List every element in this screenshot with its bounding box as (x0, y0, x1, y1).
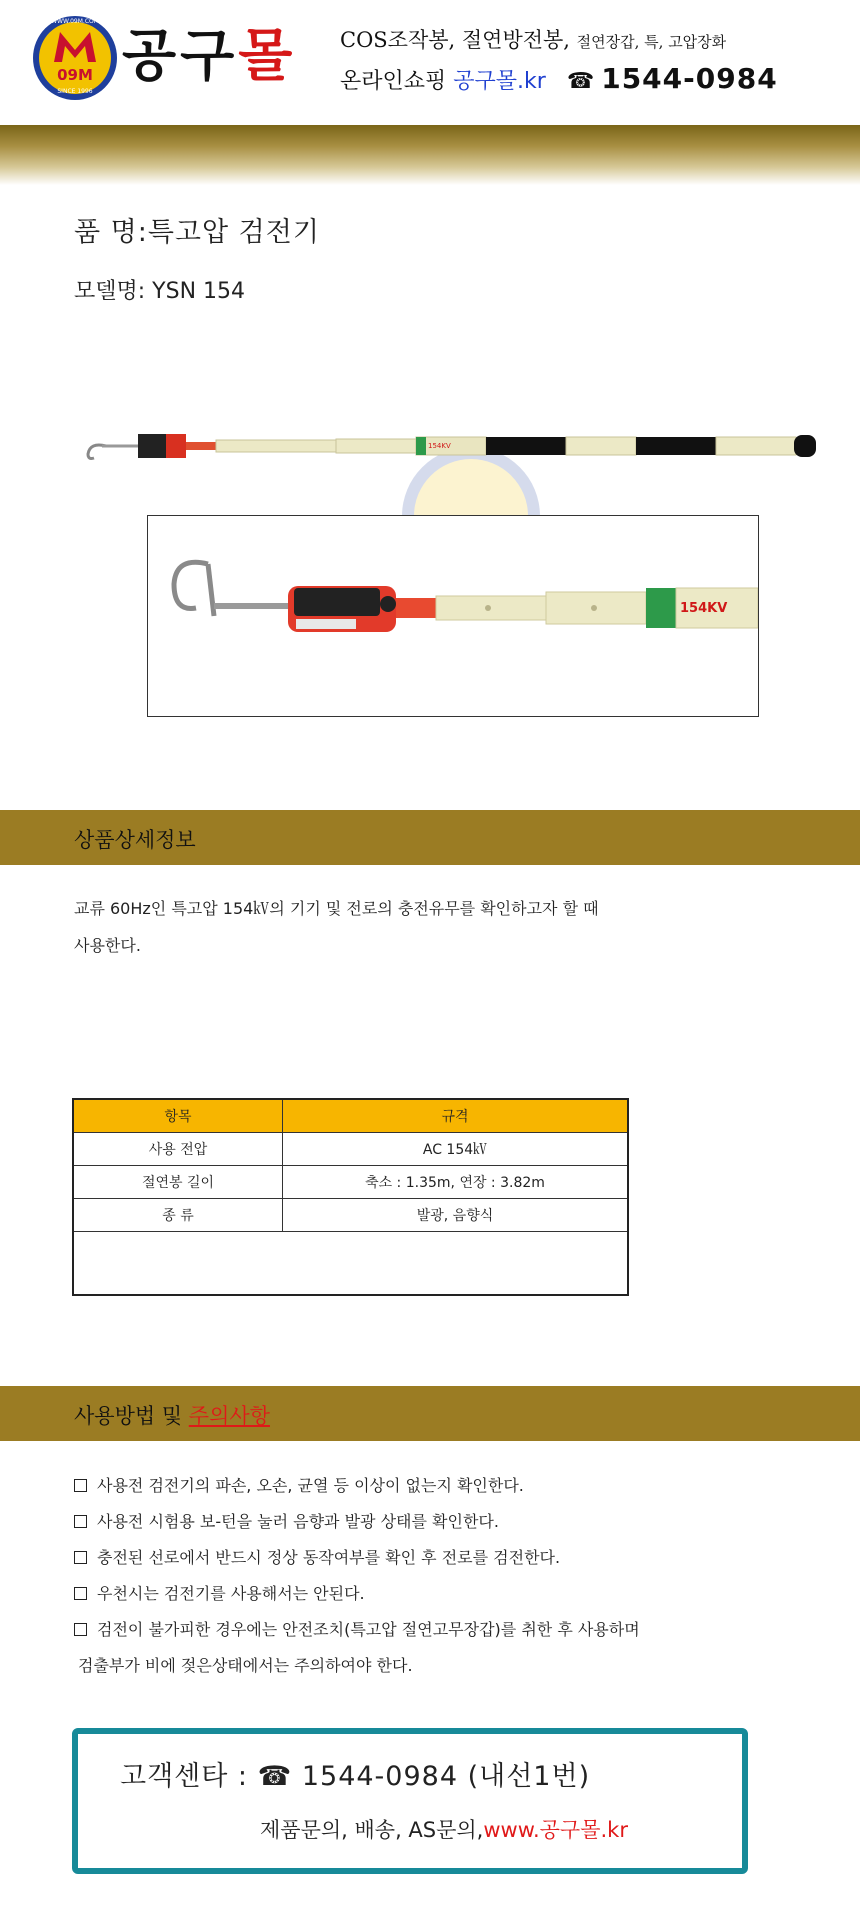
logo-url-text: WWW.09M.COM (51, 18, 99, 25)
section-title-caution: 주의사항 (188, 1404, 270, 1428)
customer-center-label: 고객센타 : (120, 1761, 249, 1792)
spec-cell-label: 종 류 (73, 1199, 283, 1232)
table-row (73, 1166, 628, 1199)
product-name: 품 명:특고압 검전기 (74, 217, 320, 248)
brand-name-part1: 공구 (122, 24, 239, 89)
spec-cell-value: 축소 : 1.35m, 연장 : 3.82m (283, 1166, 629, 1199)
tagline-main: COS조작봉, 절연방전봉, (340, 28, 570, 52)
list-item (74, 1504, 640, 1540)
note-continuation: 검출부가 비에 젖은상태에서는 주의하여야 한다. (78, 1656, 413, 1675)
services-text: 제품문의, 배송, AS문의, (260, 1818, 484, 1842)
note-text: 충전된 선로에서 반드시 정상 동작여부를 확인 후 전로를 검전한다. (97, 1548, 561, 1567)
site-link[interactable]: www.공구몰.kr (483, 1818, 628, 1842)
section-title-usage (74, 1400, 270, 1430)
customer-center-services (260, 1814, 628, 1844)
list-item (74, 1576, 640, 1612)
usage-notes (74, 1468, 640, 1684)
spec-cell-value: 발광, 음향식 (283, 1199, 629, 1232)
table-row-empty (73, 1232, 628, 1296)
section-header-details (0, 810, 860, 865)
brand-name[interactable] (122, 12, 296, 92)
list-item (74, 1540, 640, 1576)
note-text: 검전이 불가피한 경우에는 안전조치(특고압 절연고무장갑)를 취한 후 사용하며 (97, 1620, 640, 1639)
phone-icon: ☎ (566, 69, 595, 94)
table-row (73, 1199, 628, 1232)
brand-logo[interactable] (33, 16, 117, 100)
section-title-details: 상품상세정보 (74, 828, 196, 852)
list-item (74, 1612, 640, 1648)
product-detail-graphic (148, 516, 758, 716)
checkbox-square-icon (74, 1479, 87, 1492)
shop-site-link[interactable]: 공구몰.kr (453, 69, 546, 94)
customer-center-box (72, 1728, 748, 1874)
checkbox-square-icon (74, 1587, 87, 1600)
site-header (0, 0, 860, 125)
customer-center-phone-line (120, 1754, 590, 1793)
logo-since: SINCE 1996 (57, 88, 93, 95)
note-text: 우천시는 검전기를 사용해서는 안된다. (97, 1584, 365, 1603)
table-row (73, 1133, 628, 1166)
product-description (74, 890, 754, 964)
detail-voltage-label: 154KV (680, 601, 728, 616)
logo-code: 09M (57, 66, 93, 84)
logo-m-icon (52, 30, 98, 64)
header-gold-band (0, 125, 860, 185)
customer-center-phone[interactable]: 1544-0984 (301, 1761, 459, 1792)
section-title-usage-part1: 사용방법 및 (74, 1404, 189, 1428)
checkbox-square-icon (74, 1623, 87, 1636)
product-model: 모델명: YSN 154 (74, 279, 246, 304)
list-item (74, 1468, 640, 1504)
spec-cell-empty (73, 1232, 628, 1296)
description-line-2: 사용한다. (74, 936, 141, 955)
description-line-1: 교류 60Hz인 특고압 154㎸의 기기 및 전로의 충전유무를 확인하고자 할 때 (74, 899, 599, 918)
section-header-usage (0, 1386, 860, 1441)
spec-table (72, 1098, 629, 1296)
stick-voltage-label: 154KV (428, 442, 451, 450)
header-contact (340, 62, 778, 95)
header-phone[interactable]: 1544-0984 (601, 62, 778, 95)
product-detail-image (147, 515, 759, 717)
note-text: 사용전 시험용 보-턴을 눌러 음향과 발광 상태를 확인한다. (97, 1512, 499, 1531)
phone-icon: ☎ (257, 1761, 293, 1792)
spec-cell-label: 절연봉 길이 (73, 1166, 283, 1199)
spec-header-spec: 규격 (283, 1099, 629, 1133)
product-main-image (80, 420, 820, 480)
spec-cell-label: 사용 전압 (73, 1133, 283, 1166)
customer-center-extension: (내선1번) (467, 1761, 591, 1792)
spec-cell-value: AC 154㎸ (283, 1133, 629, 1166)
checkbox-square-icon (74, 1515, 87, 1528)
note-text: 사용전 검전기의 파손, 오손, 균열 등 이상이 없는지 확인한다. (97, 1476, 524, 1495)
header-tagline (340, 24, 726, 54)
brand-name-part2: 몰 (238, 24, 297, 89)
spec-table-header (73, 1099, 628, 1133)
checkbox-square-icon (74, 1551, 87, 1564)
shop-label: 온라인쇼핑 (340, 69, 447, 94)
spec-header-item: 항목 (73, 1099, 283, 1133)
tagline-small: 절연장갑, 특, 고압장화 (576, 33, 727, 51)
